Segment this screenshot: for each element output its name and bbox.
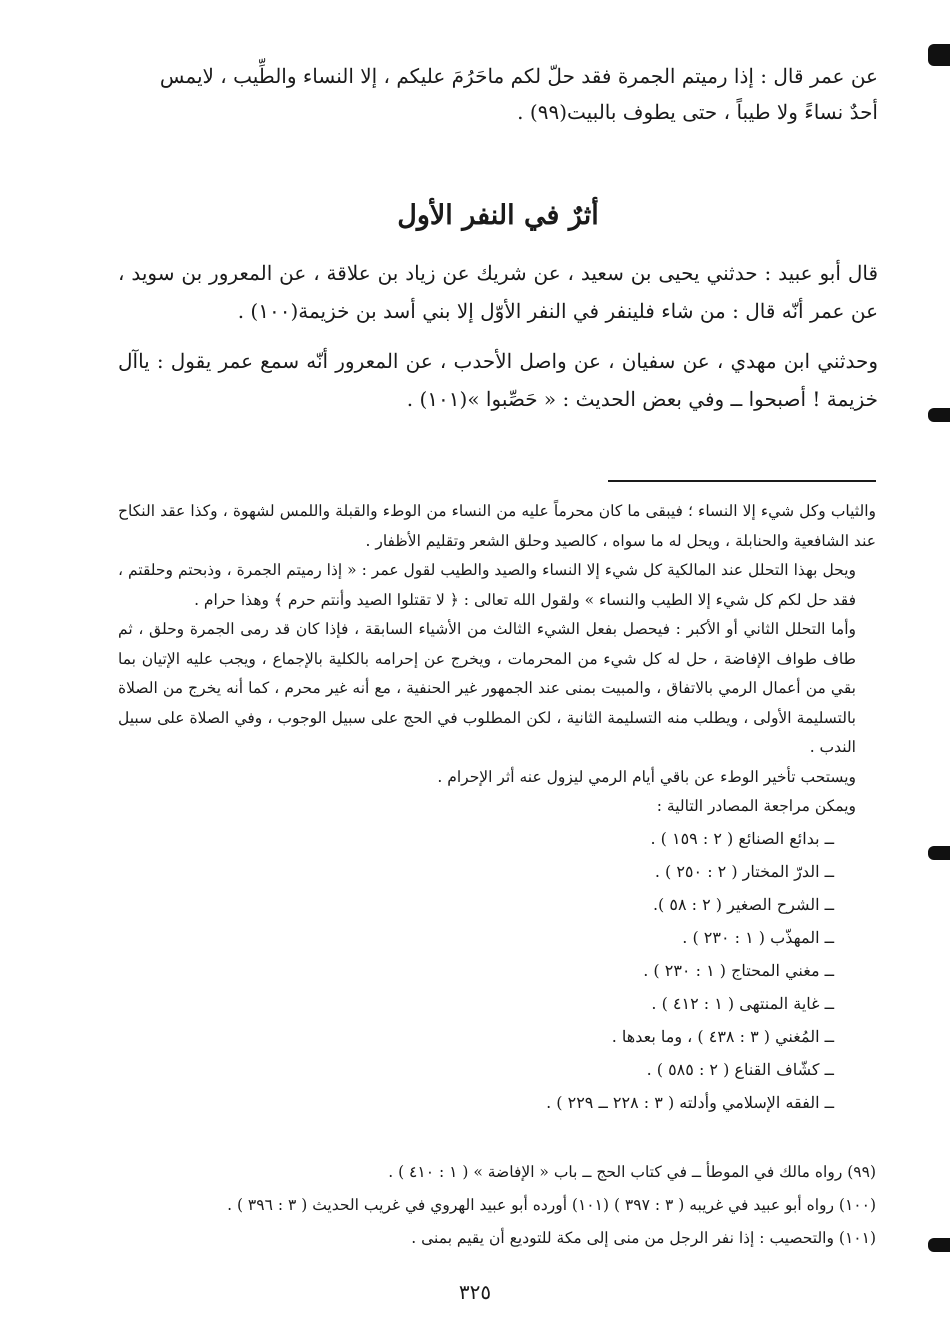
list-item: ــ الشرح الصغير ( ٢ : ٥٨ ). xyxy=(652,894,834,914)
main-text xyxy=(118,58,878,418)
intro-line-1: عن عمر قال : إذا رميتم الجمرة فقد حلّ لكم ماحَرُمَ عليكم ، إلا النساء والطِّيب ، لايمس xyxy=(159,64,878,88)
list-item: ــ غاية المنتهى ( ١ : ٤١٢ ) . xyxy=(651,993,834,1013)
intro-line-2: أحدٌ نساءً ولا طيباً ، حتى يطوف بالبيت(٩٩) . xyxy=(517,100,878,124)
scan-edge-mark xyxy=(928,1238,950,1252)
footnote-paragraph-1: والثياب وكل شيء إلا النساء ؛ فيبقى ما كان محرماً عليه من النساء من الوطء والقبلة واللمس لشهوة ، وكذا عقد النكاح عند الشافعية والحنابلة ، ويحل له ما سواه ، كالصيد وحلق الشعر وتقليم الأظفار . xyxy=(118,502,876,550)
source-list xyxy=(118,822,876,1119)
list-item: ــ الدرّ المختار ( ٢ : ٢٥٠ ) . xyxy=(654,861,834,881)
footnote-paragraph-3: وأما التحلل الثاني أو الأكبر : فيحصل بفعل الشيء الثالث من الأشياء السابقة ، فإذا كان قد رمى الجمرة وحلق ، ثم طاف طواف الإفاضة ، حل له كل شيء من المحرمات ، ويخرج عن إحرامه بالكلية بالإجماع ، ويجب عليه الإتيان بما بقي من أعمال الرمي بالاتفاق ، والمبيت بمنى عند الجمهور غير الحنفية ، مع أنه غير محرم ، كما أنه يخرج من الصلاة بالتسليمة الأولى ، ويطلب منه التسليمة الثانية ، لكن المطلوب في الحج على سبيل الوجوب ، وفي الصلاة على سبيل الندب . xyxy=(118,620,856,756)
reference-99: (٩٩) رواه مالك في الموطأ ــ في كتاب الحج ــ باب « الإفاضة » ( ١ : ٤١٠ ) . xyxy=(388,1163,876,1181)
scan-edge-mark xyxy=(928,44,950,66)
footnotes xyxy=(118,497,876,1119)
scan-edge-mark xyxy=(928,846,950,860)
list-item: ــ المهذّب ( ١ : ٢٣٠ ) . xyxy=(682,927,834,947)
section-title: أثرٌ في النفر الأول xyxy=(397,200,599,231)
reference-101: (١٠١) والتحصيب : إذا نفر الرجل من منى إلى مكة للتوديع أن يقيم بمنى . xyxy=(411,1229,876,1247)
list-item: ــ بدائع الصنائع ( ٢ : ١٥٩ ) . xyxy=(650,828,834,848)
references xyxy=(118,1156,876,1255)
list-item: ــ الفقه الإسلامي وأدلته ( ٣ : ٢٢٨ ــ ٢٢٩ ) . xyxy=(546,1092,834,1112)
list-item: ــ مغني المحتاج ( ١ : ٢٣٠ ) . xyxy=(643,960,834,980)
footnote-paragraph-2: ويحل بهذا التحلل عند المالكية كل شيء إلا النساء والصيد والطيب لقول عمر : « إذا رميتم الجمرة ، وذبحتم وحلقتم ، فقد حل لكم كل شيء إلا الطيب والنساء » ولقول الله تعالى : ﴿ لا تقتلوا الصيد وأنتم حرم ﴾ وهذا حرام . xyxy=(118,561,856,609)
scan-edge-mark xyxy=(928,408,950,422)
footnote-paragraph-4: ويستحب تأخير الوطء عن باقي أيام الرمي ليزول عنه أثر الإحرام . xyxy=(437,767,856,786)
list-item: ــ المُغني ( ٣ : ٤٣٨ ) ، وما بعدها . xyxy=(611,1026,834,1046)
reference-100-101: (١٠٠) رواه أبو عبيد في غريبه ( ٣ : ٣٩٧ ) (١٠١) أورده أبو عبيد الهروي في غريب الحديث ( ٣ : ٣٩٦ ) . xyxy=(227,1196,876,1214)
page-number: ٣٢٥ xyxy=(458,1280,492,1304)
paragraph-2: وحدثني ابن مهدي ، عن سفيان ، عن واصل الأحدب ، عن المعرور أنّه سمع عمر يقول : ياآل خزيمة ! أصبحوا ــ وفي بعض الحديث : « حَصِّبوا »(١٠١) . xyxy=(118,349,878,411)
list-item: ــ كشّاف القناع ( ٢ : ٥٨٥ ) . xyxy=(646,1059,834,1079)
paragraph-1: قال أبو عبيد : حدثني يحيى بن سعيد ، عن شريك عن زياد بن علاقة ، عن المعرور بن سويد ، عن عمر أنّه قال : من شاء فلينفر في النفر الأوّل إلا بني أسد بن خزيمة(١٠٠) . xyxy=(118,261,878,323)
footnote-paragraph-5: ويمكن مراجعة المصادر التالية : xyxy=(656,797,856,815)
footnote-divider xyxy=(608,480,876,482)
